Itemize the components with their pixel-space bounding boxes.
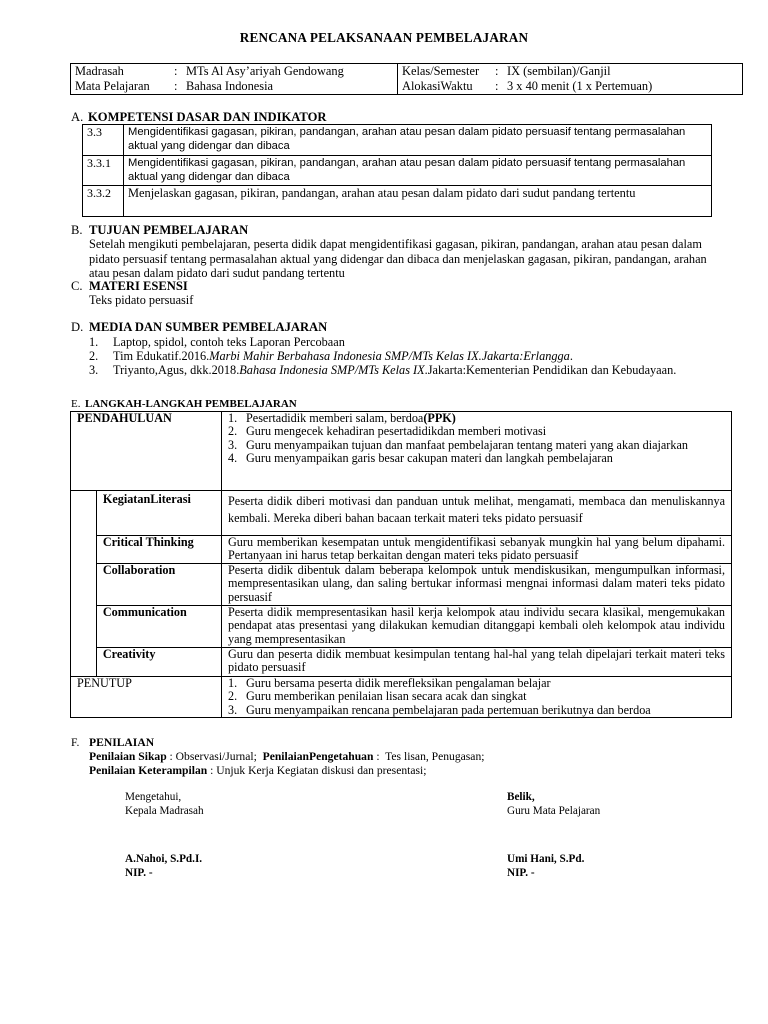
identity-table bbox=[70, 63, 743, 95]
kd-row: 3.3.2 Menjelaskan gagasan, pikiran, pandangan, arahan atau pesan dalam pidato dari sudut pandang tertentu bbox=[83, 186, 712, 217]
section-a-heading: A. KOMPETENSI DASAR DAN INDIKATOR bbox=[71, 110, 327, 124]
identity-left: Madrasah : MTs Al Asy’ariyah Gendowang Mata Pelajaran : Bahasa Indonesia bbox=[71, 64, 398, 95]
inti-row: Creativity Guru dan peserta didik membuat kesimpulan tentang hal-hal yang telah dipelajari terkait materi teks pidato persuasif bbox=[71, 648, 732, 677]
list-item: 1. Pesertadidik memberi salam, berdoa(PPK) bbox=[228, 411, 456, 425]
mapel-label: Mata Pelajaran bbox=[75, 79, 150, 93]
penutup-row bbox=[71, 677, 732, 718]
pendahuluan-row bbox=[71, 412, 732, 491]
madrasah-value: MTs Al Asy’ariyah Gendowang bbox=[186, 64, 344, 78]
kelas-value: IX (sembilan)/Ganjil bbox=[507, 64, 611, 78]
section-b-heading: B. TUJUAN PEMBELAJARAN bbox=[71, 223, 249, 237]
inti-row: Collaboration Peserta didik dibentuk dalam beberapa kelompok untuk mendiskusikan, mengumpulkan informasi, mempresentasikan ulang, dan saling bertukar informasi mengnai informasi dalam materi teks pidato persuasif bbox=[71, 564, 732, 606]
pendahuluan-label: PENDAHULUAN bbox=[71, 412, 222, 491]
list-item: 1. Laptop, spidol, contoh teks Laporan Percobaan bbox=[89, 335, 345, 349]
tujuan-text: Setelah mengikuti pembelajaran, peserta didik dapat mengidentifikasi gagasan, pikiran, pandangan, arahan atau pesan dalam pidato persuasif tentang permasalahan aktual yang didengar dan dibaca dan menjelaskan gagasan, pikiran, pandangan, arahan atau pesan dalam pidato dari sudut pandang tertentu bbox=[89, 237, 707, 281]
kd-row: 3.3 Mengidentifikasi gagasan, pikiran, pandangan, arahan atau pesan dalam pidato persuasif tentang permasalahan aktual yang didengar dan dibaca bbox=[83, 125, 712, 156]
madrasah-label: Madrasah bbox=[75, 64, 124, 78]
list-item: 3. Guru menyampaikan rencana pembelajaran pada pertemuan berikutnya dan berdoa bbox=[228, 702, 651, 717]
inti-row: Critical Thinking Guru memberikan kesempatan untuk mengidentifikasi sebanyak mungkin hal yang belum dipahami. Pertanyaan ini harus tetap berkaitan dengan materi teks pidato persuasif bbox=[71, 536, 732, 564]
inti-row: KegiatanLiterasi Peserta didik diberi motivasi dan panduan untuk melihat, mengamati, membaca dan menuliskannya kembali. Mereka diberi bahan bacaan terkait materi teks pidato persuasif bbox=[71, 491, 732, 536]
pendahuluan-cell bbox=[222, 412, 732, 491]
penilaian-line-1: Penilaian Sikap : Observasi/Jurnal; PenilaianPengetahuan : Tes lisan, Penugasan; bbox=[89, 750, 485, 763]
kd-row: 3.3.1 Mengidentifikasi gagasan, pikiran, pandangan, arahan atau pesan dalam pidato persuasif tentang permasalahan aktual yang didengar dan dibaca bbox=[83, 156, 712, 186]
identity-right: Kelas/Semester : IX (sembilan)/Ganjil AlokasiWaktu : 3 x 40 menit (1 x Pertemuan) bbox=[402, 64, 653, 93]
list-item: 2. Guru mengecek kehadiran pesertadidikdan memberi motivasi bbox=[228, 424, 547, 439]
section-e-heading: E. LANGKAH-LANGKAH PEMBELAJARAN bbox=[71, 398, 297, 410]
signature-right-name: Umi Hani, S.Pd. NIP. - bbox=[507, 853, 585, 879]
signature-left-name: A.Nahoi, S.Pd.I. NIP. - bbox=[125, 853, 203, 879]
media-list bbox=[89, 335, 689, 377]
list-item: 3. Guru menyampaikan tujuan dan manfaat pembelajaran tentang materi yang akan diajarkan bbox=[228, 437, 688, 452]
langkah-table bbox=[70, 411, 732, 718]
document-title: RENCANA PELAKSANAAN PEMBELAJARAN bbox=[239, 30, 529, 45]
list-item: 2. Tim Edukatif.2016.Marbi Mahir Berbahasa Indonesia SMP/MTs Kelas IX.Jakarta:Erlangga. bbox=[89, 349, 573, 363]
list-item: 1. Guru bersama peserta didik merefleksikan pengalaman belajar bbox=[228, 676, 551, 690]
section-f-heading: F. PENILAIAN bbox=[71, 736, 155, 749]
waktu-label: AlokasiWaktu bbox=[402, 79, 473, 93]
mapel-value: Bahasa Indonesia bbox=[186, 79, 274, 93]
section-c-heading: C. MATERI ESENSI bbox=[71, 279, 188, 293]
kd-table bbox=[82, 124, 712, 217]
list-item: 4. Guru menyampaikan garis besar cakupan materi dan langkah pembelajaran bbox=[228, 451, 613, 466]
penilaian-line-2: Penilaian Keterampilan : Unjuk Kerja Kegiatan diskusi dan presentasi; bbox=[89, 764, 427, 777]
inti-row: Communication Peserta didik mempresentasikan hasil kerja kelompok atau individu secara klasikal, mengemukakan pendapat atas presentasi yang dilakukan kemudian ditanggapi kembali oleh kelompok atau individu yang mempresentasikan bbox=[71, 606, 732, 648]
kelas-label: Kelas/Semester bbox=[402, 64, 480, 78]
materi-text: Teks pidato persuasif bbox=[89, 293, 194, 307]
section-d-heading: D. MEDIA DAN SUMBER PEMBELAJARAN bbox=[71, 320, 328, 334]
waktu-value: 3 x 40 menit (1 x Pertemuan) bbox=[507, 79, 653, 93]
signature-left: Mengetahui, Kepala Madrasah bbox=[125, 791, 204, 817]
list-item: 3. Triyanto,Agus, dkk.2018.Bahasa Indonesia SMP/MTs Kelas IX.Jakarta:Kementerian Pendidikan dan Kebudayaan. bbox=[89, 363, 677, 377]
signature-right: Belik, Guru Mata Pelajaran bbox=[507, 791, 601, 817]
list-item: 2. Guru memberikan penilaian lisan secara acak dan singkat bbox=[228, 689, 527, 704]
penutup-label: PENUTUP bbox=[71, 677, 222, 718]
penutup-cell bbox=[222, 677, 732, 718]
